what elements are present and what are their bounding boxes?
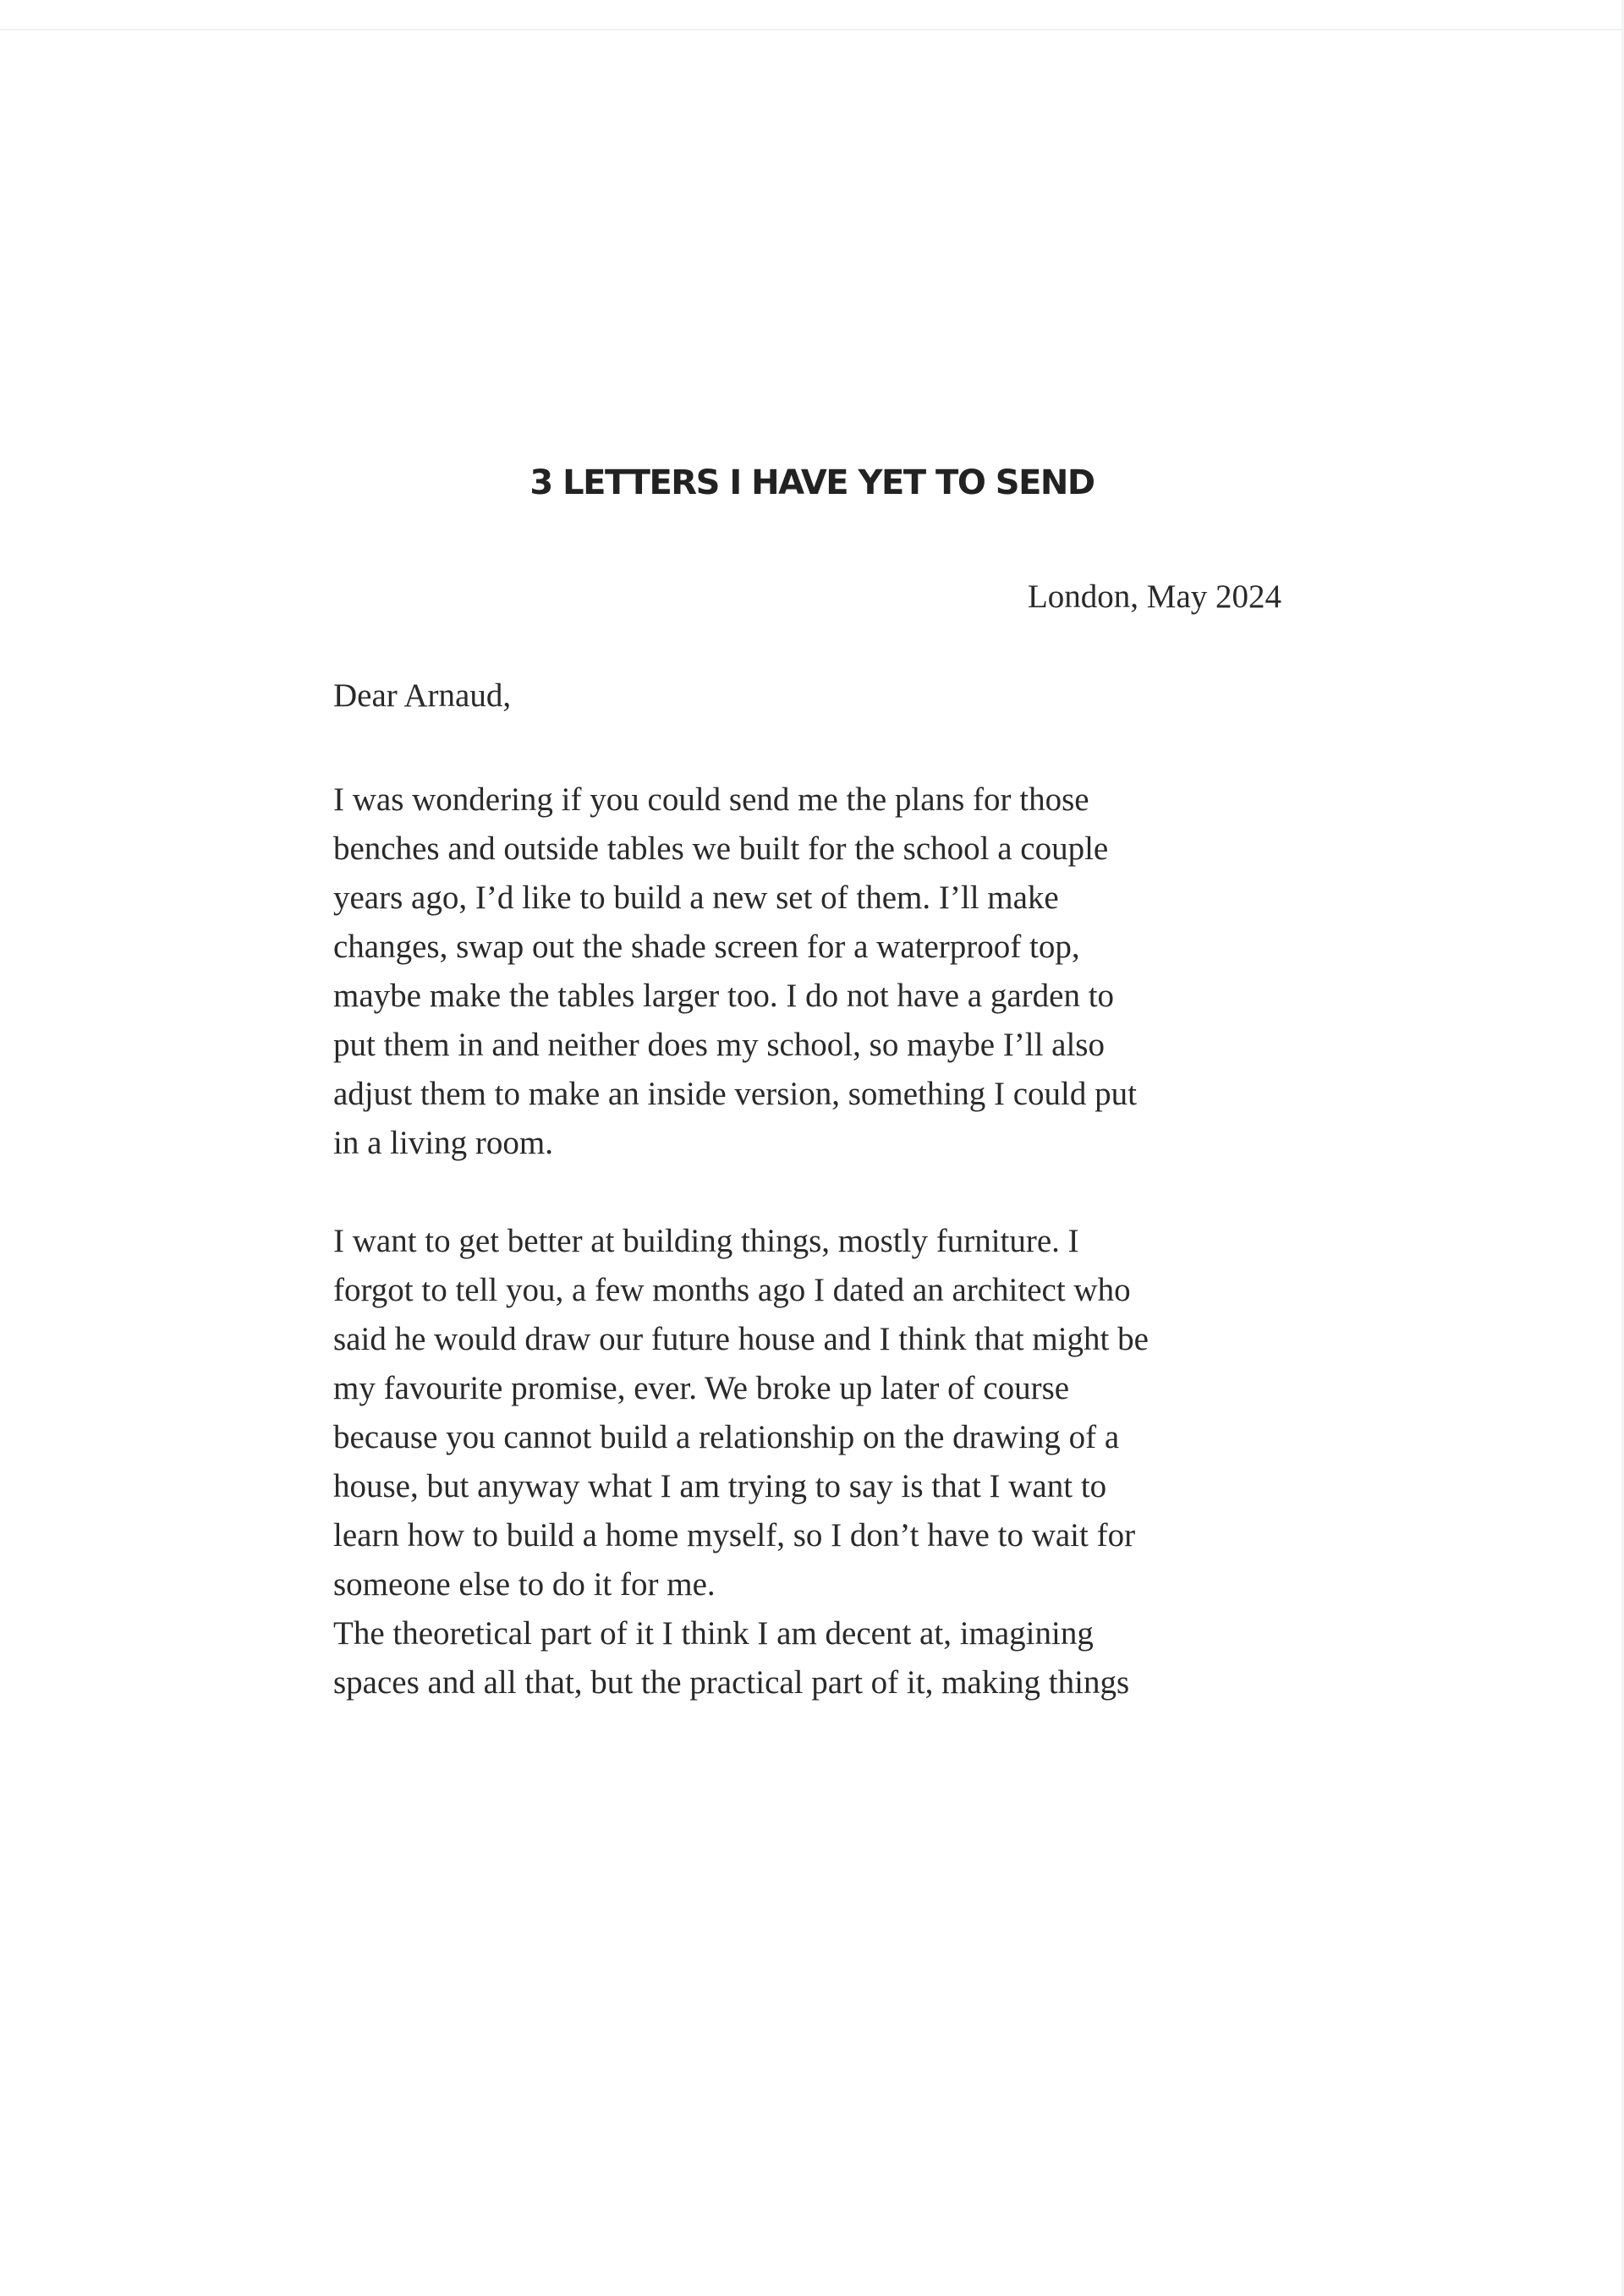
place-date: London, May 2024 xyxy=(1027,578,1281,615)
paragraph-line: because you cannot build a relationship on the drawing of a xyxy=(333,1419,1120,1455)
paragraph-line: in a living room. xyxy=(333,1125,553,1161)
paragraph-line: years ago, I’d like to build a new set of them. I’ll make xyxy=(333,879,1059,916)
paragraph-line: adjust them to make an inside version, something I could put xyxy=(333,1076,1137,1112)
paragraph-line: forgot to tell you, a few months ago I dated an architect who xyxy=(333,1272,1131,1308)
paragraph-line: The theoretical part of it I think I am decent at, imagining xyxy=(333,1615,1094,1652)
scan-edge-top xyxy=(0,29,1624,30)
paragraph-line: benches and outside tables we built for the school a couple xyxy=(333,830,1109,867)
paragraph-line: someone else to do it for me. xyxy=(333,1566,716,1603)
paragraph-line: maybe make the tables larger too. I do not have a garden to xyxy=(333,978,1115,1014)
paragraph-line: changes, swap out the shade screen for a waterproof top, xyxy=(333,929,1080,965)
paragraph-line: learn how to build a home myself, so I don’t have to wait for xyxy=(333,1517,1136,1553)
salutation: Dear Arnaud, xyxy=(333,677,512,714)
letter-title: 3 LETTERS I HAVE YET TO SEND xyxy=(529,463,1095,502)
paragraph-line: house, but anyway what I am trying to say is that I want to xyxy=(333,1468,1107,1504)
paragraph-1 xyxy=(333,775,1314,1168)
paragraph-2 xyxy=(333,1217,1314,1707)
paragraph-line: spaces and all that, but the practical part of it, making things xyxy=(333,1664,1130,1701)
paragraph-line: my favourite promise, ever. We broke up later of course xyxy=(333,1370,1070,1406)
paragraph-line: I want to get better at building things, mostly furniture. I xyxy=(333,1223,1079,1259)
paragraph-line: I was wondering if you could send me the plans for those xyxy=(333,781,1089,818)
paragraph-line: said he would draw our future house and I think that might be xyxy=(333,1321,1149,1357)
paragraph-line: put them in and neither does my school, so maybe I’ll also xyxy=(333,1027,1105,1063)
